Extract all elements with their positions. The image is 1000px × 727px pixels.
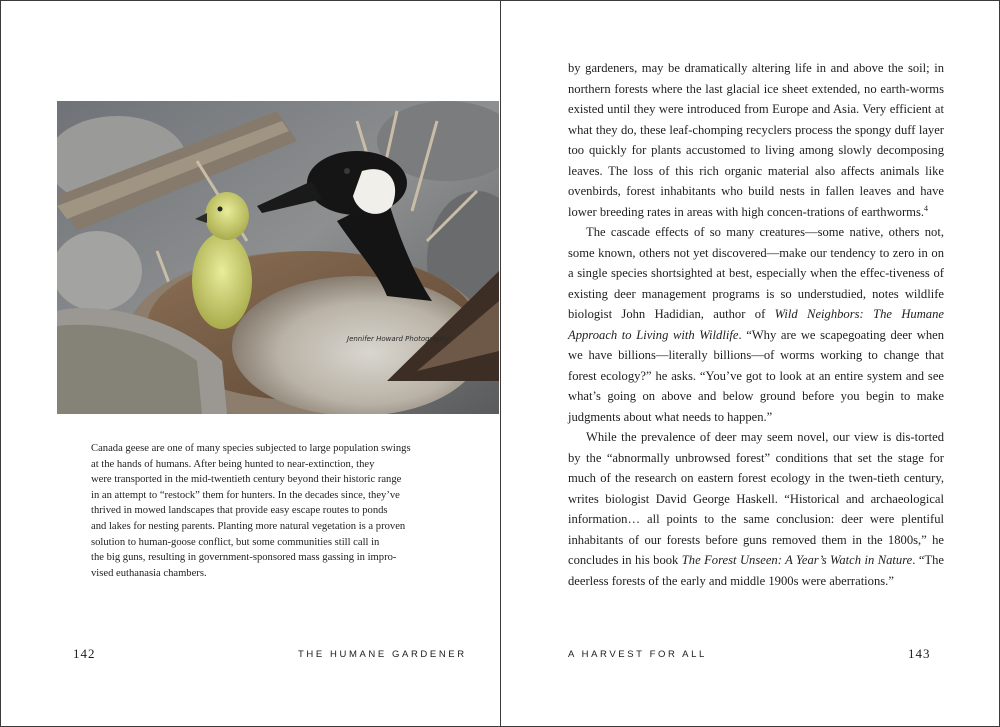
goose-photo xyxy=(57,101,499,414)
paragraph-3-text-end: . “The deerless forests of the early and middle 1900s were aberrations.” xyxy=(568,553,944,588)
book-title-wild-neighbors: Wild Neighbors: The Humane Approach to Living with Wildlife xyxy=(568,307,944,342)
caption-line: solution to human-goose conflict, but some communities still call in xyxy=(91,536,380,548)
caption-line: vised euthanasia chambers. xyxy=(91,567,207,579)
paragraph-2 xyxy=(568,222,944,427)
photo-credit: Jennifer Howard Photography xyxy=(347,335,450,343)
caption-line: were transported in the mid-twentieth century beyond their historic range xyxy=(91,474,402,486)
running-head-left: THE HUMANE GARDENER xyxy=(298,649,467,660)
paragraph-3-text: While the prevalence of deer may seem novel, our view is dis-torted by the “abnormally unbrowsed forest” conditions that set the stage for much of the research on eastern forest ecology in the twen-tieth century, writes biologist David George Haskell. “Historical and archaeological information… all points to the same conclusion: deer were plentiful inhabitants of our forests before guns removed them in the 1800s,” he concludes in his book xyxy=(568,430,944,567)
caption-line: Canada geese are one of many species subjected to large population swings xyxy=(91,443,411,454)
caption-line: at the hands of humans. After being hunted to near-extinction, they xyxy=(91,458,375,470)
paragraph-2-text: The cascade effects of so many creatures—some native, others not, some known, others not yet discovered—make our tendency to zero in on a single species shortsighted at best, especially when the effec-tiveness of existing deer management programs is so understudied, notes wildlife biologist John Hadidian, author of xyxy=(568,225,944,321)
footnote-ref: 4 xyxy=(924,203,929,213)
photo-caption xyxy=(91,441,436,581)
body-text xyxy=(568,58,944,591)
caption-line: in an attempt to “restock” them for hunters. In the decades since, they’ve xyxy=(91,489,400,501)
running-head-right: A HARVEST FOR ALL xyxy=(568,649,707,660)
page-number-left: 142 xyxy=(73,646,96,661)
goose-photo-illustration xyxy=(57,101,499,414)
caption-line: thrived in mowed landscapes that provide easy escape routes to ponds xyxy=(91,505,388,517)
paragraph-1-text: by gardeners, may be dramatically altering life in and above the soil; in northern forests where the last glacial ice sheet extended, no earth-worms existed until they were introduced from Europe and Asia. Very efficient at what they do, these leaf-chomping recyclers process the spongy duff layer too quickly for plants accustomed to living among slowly decomposing leaves. The loss of this rich organic material also affects animals like ovenbirds, forest inhabitants who build nests in fallen leaves and have lower breeding rates in areas with high concen-trations of earthworms. xyxy=(568,61,944,219)
caption-line: the big guns, resulting in government-sponsored mass gassing in impro- xyxy=(91,552,397,564)
paragraph-2-text-end: . “Why are we scapegoating deer when we have billions—literally billions—of worms working to change that forest ecology?” he asks. “You’ve got to look at an entire system and see what’s going on above and below ground before you begin to make judgments about what needs to happen.” xyxy=(568,327,945,424)
paragraph-3 xyxy=(568,427,944,591)
book-title-forest-unseen: The Forest Unseen: A Year’s Watch in Nature xyxy=(681,553,913,567)
page-number-right: 143 xyxy=(908,646,931,661)
paragraph-1 xyxy=(568,58,944,222)
page-gutter xyxy=(500,0,501,727)
caption-line: and lakes for nesting parents. Planting more natural vegetation is a proven xyxy=(91,520,406,532)
